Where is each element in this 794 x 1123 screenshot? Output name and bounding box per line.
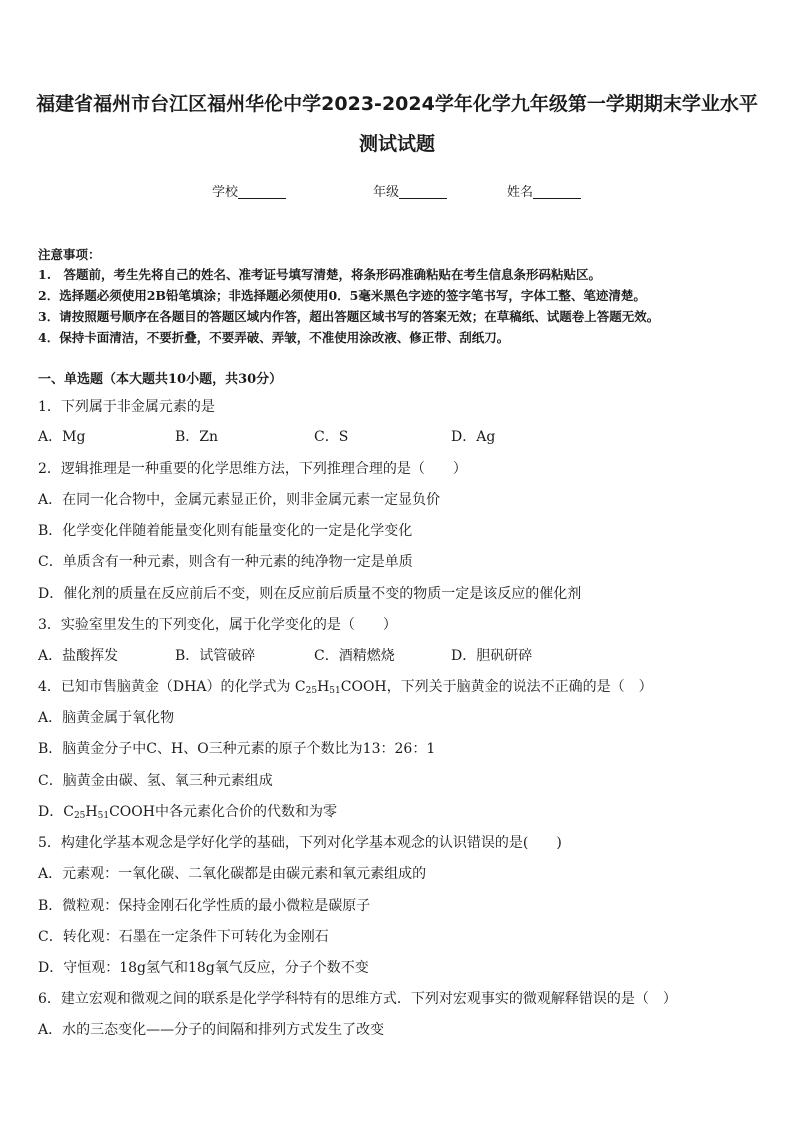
- q3-option-b: B．试管破碎: [175, 648, 256, 664]
- q1-option-d: D．Ag: [451, 429, 496, 445]
- page-title-line-2: 测试试题: [358, 133, 435, 155]
- q4-option-d-part-2: COOH中各元素化合价的代数和为零: [109, 804, 337, 820]
- q4-stem: [38, 676, 653, 696]
- q1-stem: 1．下列属于非金属元素的是: [38, 399, 215, 415]
- q3-option-d: D．胆矾研碎: [451, 648, 533, 664]
- q4-option-d-h-symbol: H: [85, 804, 98, 820]
- q4-stem-part-2: COOH，下列关于脑黄金的说法不正确的是（ ）: [340, 679, 653, 695]
- q4-subscript-51: 51: [329, 686, 341, 696]
- q5-option-d: D．守恒观：18g氢气和18g氧气反应，分子个数不变: [38, 960, 369, 976]
- q2-option-b: B．化学变化伴随着能量变化则有能量变化的一定是化学变化: [38, 523, 413, 539]
- q4-option-a: A．脑黄金属于氧化物: [38, 710, 175, 726]
- note-item-4: 4．保持卡面清洁，不要折叠，不要弄破、弄皱，不准使用涂改液、修正带、刮纸刀。: [38, 330, 510, 345]
- q5-option-a: A．元素观：一氧化碳、二氧化碳都是由碳元素和氧元素组成的: [38, 866, 427, 882]
- section-title: 一、单选题（本大题共10小题，共30分）: [38, 372, 283, 387]
- q5-option-b: B．微粒观：保持金刚石化学性质的最小微粒是碳原子: [38, 898, 371, 914]
- note-item-2: 2．选择题必须使用2B铅笔填涂；非选择题必须使用0．5毫米黑色字迹的签字笔书写，字体工整、笔迹清楚。: [38, 288, 646, 303]
- q3-option-a: A．盐酸挥发: [38, 648, 119, 664]
- q6-stem: 6．建立宏观和微观之间的联系是化学学科特有的思维方式．下列对宏观事实的微观解释错误的是（ ）: [38, 991, 677, 1007]
- name-label: 姓名: [507, 185, 534, 200]
- grade-label: 年级: [373, 185, 400, 200]
- name-field: [507, 181, 581, 200]
- name-blank: [533, 184, 581, 199]
- school-label: 学校: [212, 185, 239, 200]
- q3-option-c: C．酒精燃烧: [314, 648, 395, 664]
- grade-field: [373, 181, 447, 200]
- q1-option-c: C．S: [314, 429, 349, 445]
- note-item-3: 3．请按照题号顺序在各题目的答题区域内作答，超出答题区域书写的答案无效；在草稿纸、试题卷上答题无效。: [38, 309, 660, 324]
- q4-h-symbol: H: [317, 679, 330, 695]
- q4-stem-part-1: 4．已知市售脑黄金（DHA）的化学式为 C: [38, 679, 306, 695]
- q3-stem: 3．实验室里发生的下列变化，属于化学变化的是（ ）: [38, 617, 397, 633]
- q2-option-d: D．催化剂的质量在反应前后不变，则在反应前后质量不变的物质一定是该反应的催化剂: [38, 586, 582, 602]
- q4-subscript-25: 25: [305, 686, 318, 696]
- q4-option-d-subscript-25: 25: [73, 811, 86, 821]
- q2-option-c: C．单质含有一种元素，则含有一种元素的纯净物一定是单质: [38, 554, 413, 570]
- q4-option-d-subscript-51: 51: [97, 811, 110, 821]
- page-title-line-1: 福建省福州市台江区福州华伦中学2023-2024学年化学九年级第一学期期末学业水平: [36, 93, 758, 115]
- q5-option-c: C．转化观：石墨在一定条件下可转化为金刚石: [38, 929, 329, 945]
- q4-option-b: B．脑黄金分子中C、H、O三种元素的原子个数比为13：26：1: [38, 741, 436, 757]
- school-blank: [238, 184, 286, 199]
- q5-stem: 5．构建化学基本观念是学好化学的基础，下列对化学基本观念的认识错误的是( ): [38, 835, 562, 851]
- q1-option-b: B．Zn: [175, 429, 219, 445]
- notes-heading: 注意事项：: [38, 247, 101, 262]
- q6-option-a: A．水的三态变化——分子的间隔和排列方式发生了改变: [38, 1022, 385, 1038]
- q4-option-d: [38, 801, 337, 821]
- note-item-1: 1. 答题前，考生先将自己的姓名、准考证号填写清楚，将条形码准确粘贴在考生信息条形码粘贴区。: [38, 267, 602, 282]
- q4-option-c: C．脑黄金由碳、氢、氧三种元素组成: [38, 773, 273, 789]
- q2-option-a: A．在同一化合物中，金属元素显正价，则非金属元素一定显负价: [38, 492, 441, 508]
- q4-option-d-part-1: D．C: [38, 804, 74, 820]
- q2-stem: 2．逻辑推理是一种重要的化学思维方法，下列推理合理的是（ ）: [38, 461, 467, 477]
- school-field: [212, 181, 286, 200]
- q1-option-a: A．Mg: [38, 429, 86, 445]
- grade-blank: [399, 184, 447, 199]
